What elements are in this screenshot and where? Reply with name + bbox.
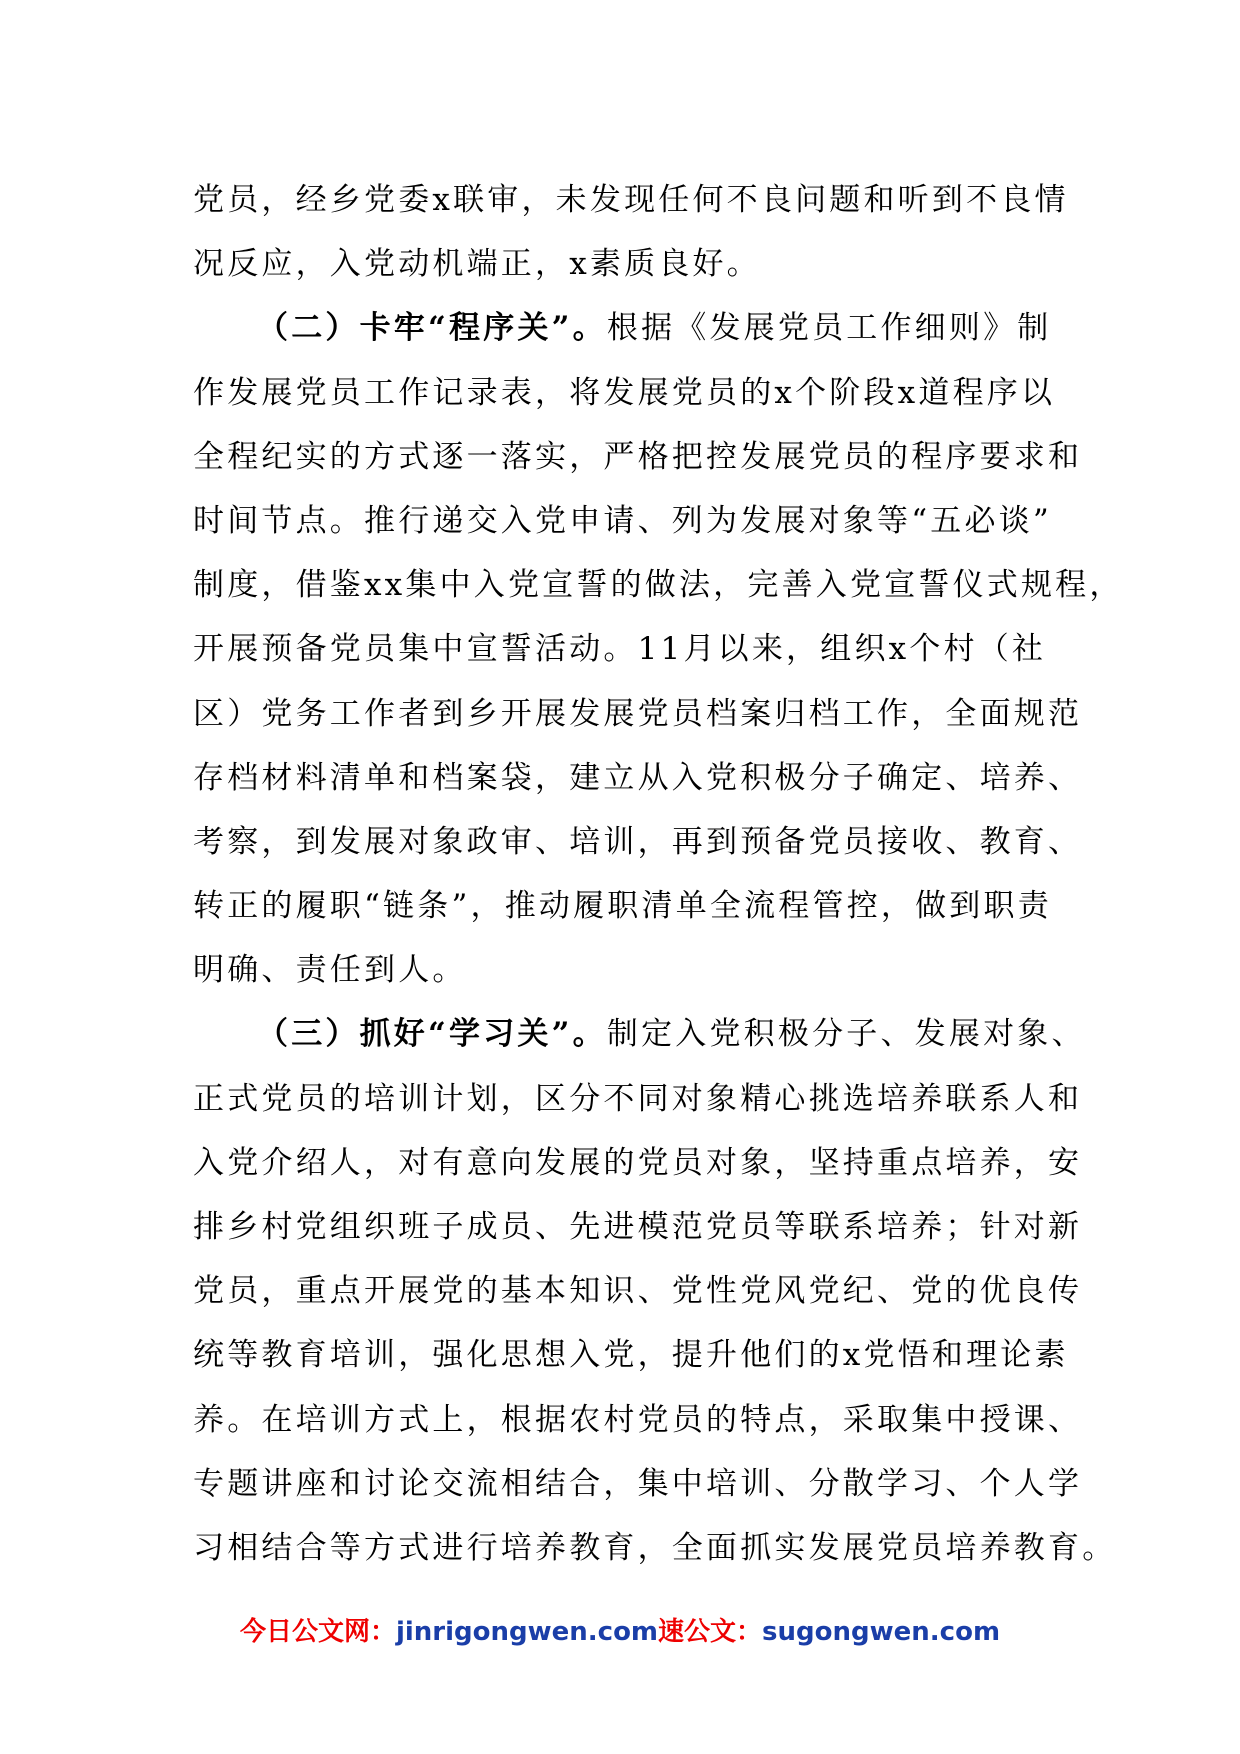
text-line: 时间节点。推行递交入党申请、列为发展对象等“五必谈” bbox=[193, 502, 1052, 539]
section-heading-line: （二）卡牢“程序关”。根据《发展党员工作细则》制 bbox=[257, 310, 1052, 347]
text-line: 排乡村党组织班子成员、先进模范党员等联系培养；针对新 bbox=[193, 1209, 1083, 1245]
text-line: 党员，重点开展党的基本知识、党性党风党纪、党的优良传 bbox=[193, 1273, 1083, 1310]
site2-label: 速公文： bbox=[658, 1617, 763, 1647]
text-line: 存档材料清单和档案袋，建立从入党积极分子确定、培养、 bbox=[193, 759, 1083, 796]
text-line: 入党介绍人，对有意向发展的党员对象，坚持重点培养，安 bbox=[193, 1144, 1083, 1181]
text-line: 全程纪实的方式逐一落实，严格把控发展党员的程序要求和 bbox=[193, 438, 1083, 475]
text-line: 作发展党员工作记录表，将发展党员的x个阶段x道程序以 bbox=[193, 374, 1056, 411]
text-line: 正式党员的培训计划，区分不同对象精心挑选培养联系人和 bbox=[193, 1080, 1083, 1117]
site2-link[interactable]: sugongwen.com bbox=[762, 1617, 1001, 1647]
text-line: 开展预备党员集中宣誓活动。11月以来，组织x个村（社 bbox=[193, 631, 1047, 668]
text-line: 明确、责任到人。 bbox=[193, 952, 467, 989]
section-heading-2: （二）卡牢“程序关”。 bbox=[257, 310, 607, 347]
text-line: 况反应，入党动机端正，x素质良好。 bbox=[193, 246, 761, 283]
text-line: 习相结合等方式进行培养教育，全面抓实发展党员培养教育。 bbox=[193, 1529, 1117, 1566]
watermark-footer bbox=[0, 1611, 1240, 1648]
text-line: 考察，到发展对象政审、培训，再到预备党员接收、教育、 bbox=[193, 823, 1083, 860]
text-line: 转正的履职“链条”，推动履职清单全流程管控，做到职责 bbox=[193, 888, 1052, 925]
section-heading-3: （三）抓好“学习关”。 bbox=[257, 1016, 607, 1053]
text-line: 养。在培训方式上，根据农村党员的特点，采取集中授课、 bbox=[193, 1401, 1083, 1438]
text-line: 区）党务工作者到乡开展发展党员档案归档工作，全面规范 bbox=[193, 695, 1083, 732]
text-line: 统等教育培训，强化思想入党，提升他们的x党悟和理论素 bbox=[193, 1337, 1069, 1374]
text-line: 制度，借鉴xx集中入党宣誓的做法，完善入党宣誓仪式规程， bbox=[193, 567, 1124, 604]
site1-link[interactable]: jinrigongwen.com bbox=[395, 1617, 659, 1647]
site1-label: 今日公文网： bbox=[239, 1617, 396, 1647]
document-body bbox=[193, 168, 1124, 1580]
section-heading-line: （三）抓好“学习关”。制定入党积极分子、发展对象、 bbox=[257, 1016, 1086, 1053]
text-line: 党员，经乡党委x联审，未发现任何不良问题和听到不良情 bbox=[193, 182, 1069, 218]
text-line: 专题讲座和讨论交流相结合，集中培训、分散学习、个人学 bbox=[193, 1465, 1083, 1502]
